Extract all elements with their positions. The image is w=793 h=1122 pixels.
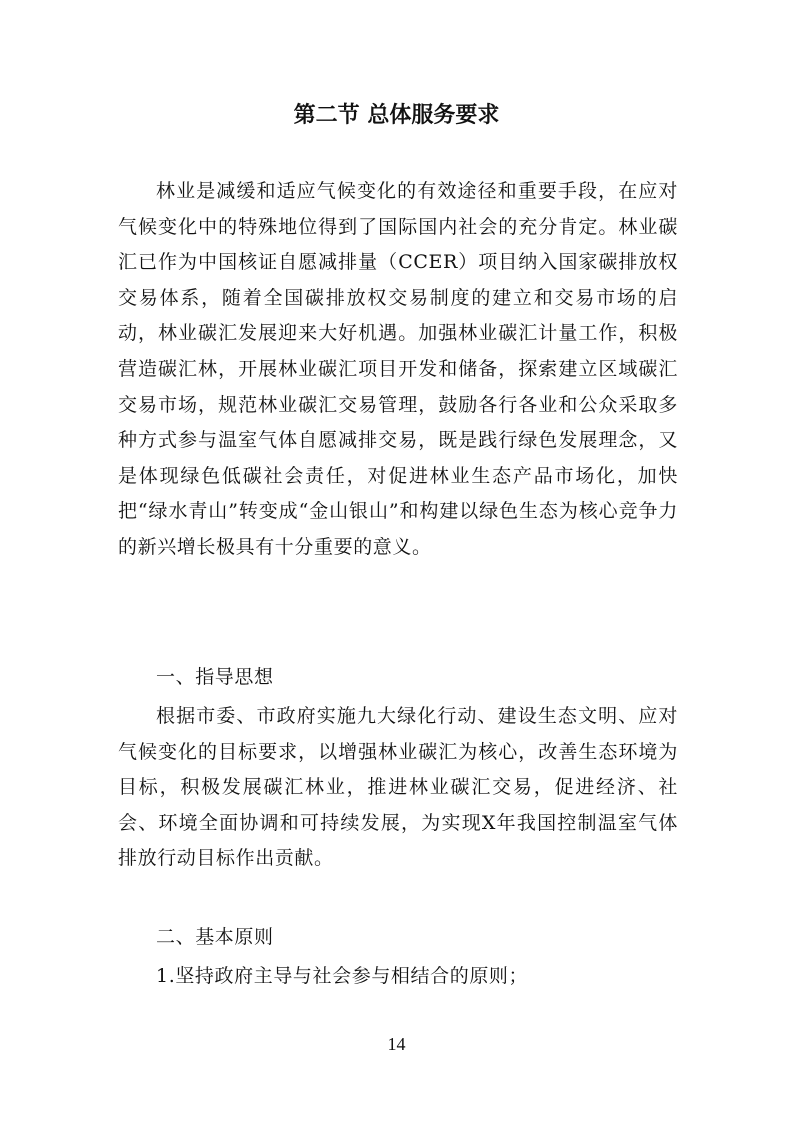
guiding-heading: 一、指导思想: [156, 666, 274, 688]
section-title: 第二节 总体服务要求: [293, 103, 500, 128]
principles-heading: 二、基本原则: [156, 926, 274, 948]
principle-item-1: 1.坚持政府主导与社会参与相结合的原则；: [156, 965, 529, 987]
intro-paragraph: 林业是减缓和适应气候变化的有效途径和重要手段，在应对气候变化中的特殊地位得到了国际国内社会的充分肯定。林业碳汇已作为中国核证自愿减排量（CCER）项目纳入国家碳排放权交易体系，随着全国碳排放权交易制度的建立和交易市场的启动，林业碳汇发展迎来大好机遇。加强林业碳汇计量工作，积极营造碳汇林，开展林业碳汇项目开发和储备，探索建立区域碳汇交易市场，规范林业碳汇交易管理，鼓励各行各业和公众采取多种方式参与温室气体自愿减排交易，既是践行绿色发展理念，又是体现绿色低碳社会责任，对促进林业生态产品市场化，加快把“绿水青山”转变成“金山银山”和构建以绿色生态为核心竞争力的新兴增长极具有十分重要的意义。: [118, 180, 678, 558]
guiding-paragraph: 根据市委、市政府实施九大绿化行动、建设生态文明、应对气候变化的目标要求，以增强林业碳汇为核心，改善生态环境为目标，积极发展碳汇林业，推进林业碳汇交易，促进经济、社会、环境全面协调和可持续发展，为实现X年我国控制温室气体排放行动目标作出贡献。: [118, 705, 678, 870]
page-number: 14: [387, 1034, 406, 1054]
